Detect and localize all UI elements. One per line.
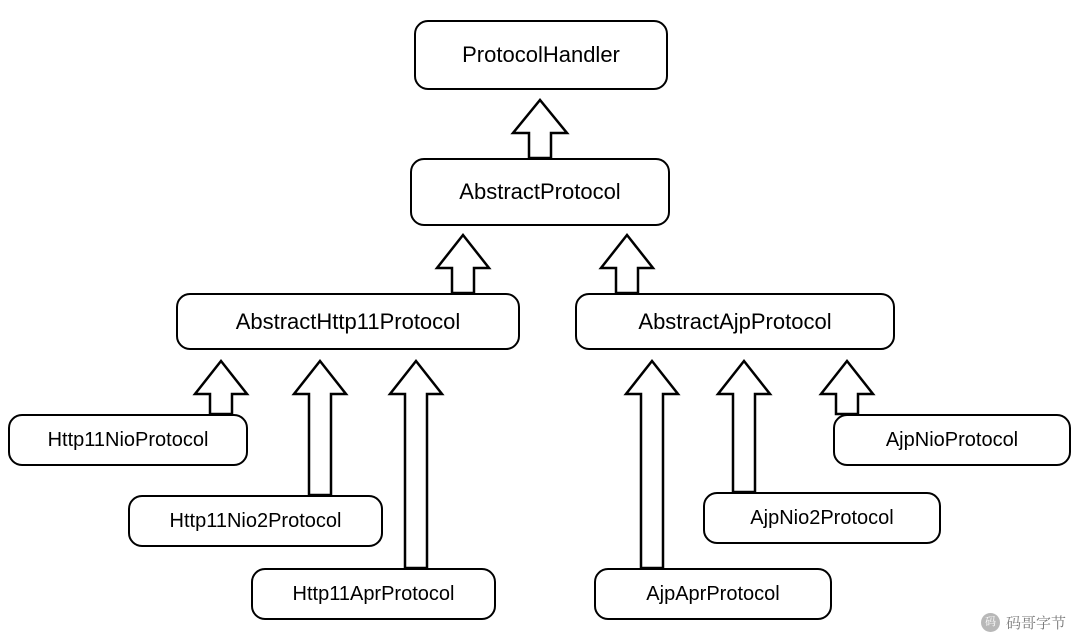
node-protocolhandler[interactable] <box>414 20 668 90</box>
arrow-ajpapr-to-abstractajp <box>626 361 678 568</box>
node-label: AbstractProtocol <box>459 179 621 204</box>
node-label: AjpNio2Protocol <box>750 507 894 529</box>
node-label: Http11NioProtocol <box>47 429 209 451</box>
arrow-abstractajp-to-abstractprotocol <box>601 235 653 293</box>
node-ajpnio2protocol[interactable] <box>703 492 941 544</box>
node-label: AbstractAjpProtocol <box>638 308 832 334</box>
arrow-http11nio-to-abstracthttp11 <box>195 361 247 414</box>
node-http11aprprotocol[interactable] <box>251 568 496 620</box>
node-label: AbstractHttp11Protocol <box>235 308 461 334</box>
node-abstractajpprotocol[interactable] <box>575 293 895 350</box>
node-label: Http11Nio2Protocol <box>169 510 342 532</box>
watermark-text: 码哥字节 <box>1005 615 1066 632</box>
node-abstracthttp11protocol[interactable] <box>176 293 520 350</box>
node-abstractprotocol[interactable] <box>410 158 670 226</box>
watermark <box>981 612 1066 633</box>
node-label: Http11AprProtocol <box>292 583 455 605</box>
node-http11nioprotocol[interactable] <box>8 414 248 466</box>
arrow-abstractprotocol-to-protocolhandler <box>513 100 567 158</box>
node-label: AjpNioProtocol <box>885 429 1019 451</box>
arrow-ajpnio-to-abstractajp <box>821 361 873 414</box>
arrow-ajpnio2-to-abstractajp <box>718 361 770 492</box>
node-label: AjpAprProtocol <box>646 583 780 605</box>
node-ajpaprprotocol[interactable] <box>594 568 832 620</box>
node-ajpnioprotocol[interactable] <box>833 414 1071 466</box>
arrow-http11apr-to-abstracthttp11 <box>390 361 442 568</box>
node-label: ProtocolHandler <box>462 42 620 67</box>
node-http11nio2protocol[interactable] <box>128 495 383 547</box>
circle-logo-icon: 码 <box>981 613 1000 632</box>
arrow-http11nio2-to-abstracthttp11 <box>294 361 346 495</box>
arrow-abstracthttp11-to-abstractprotocol <box>437 235 489 293</box>
